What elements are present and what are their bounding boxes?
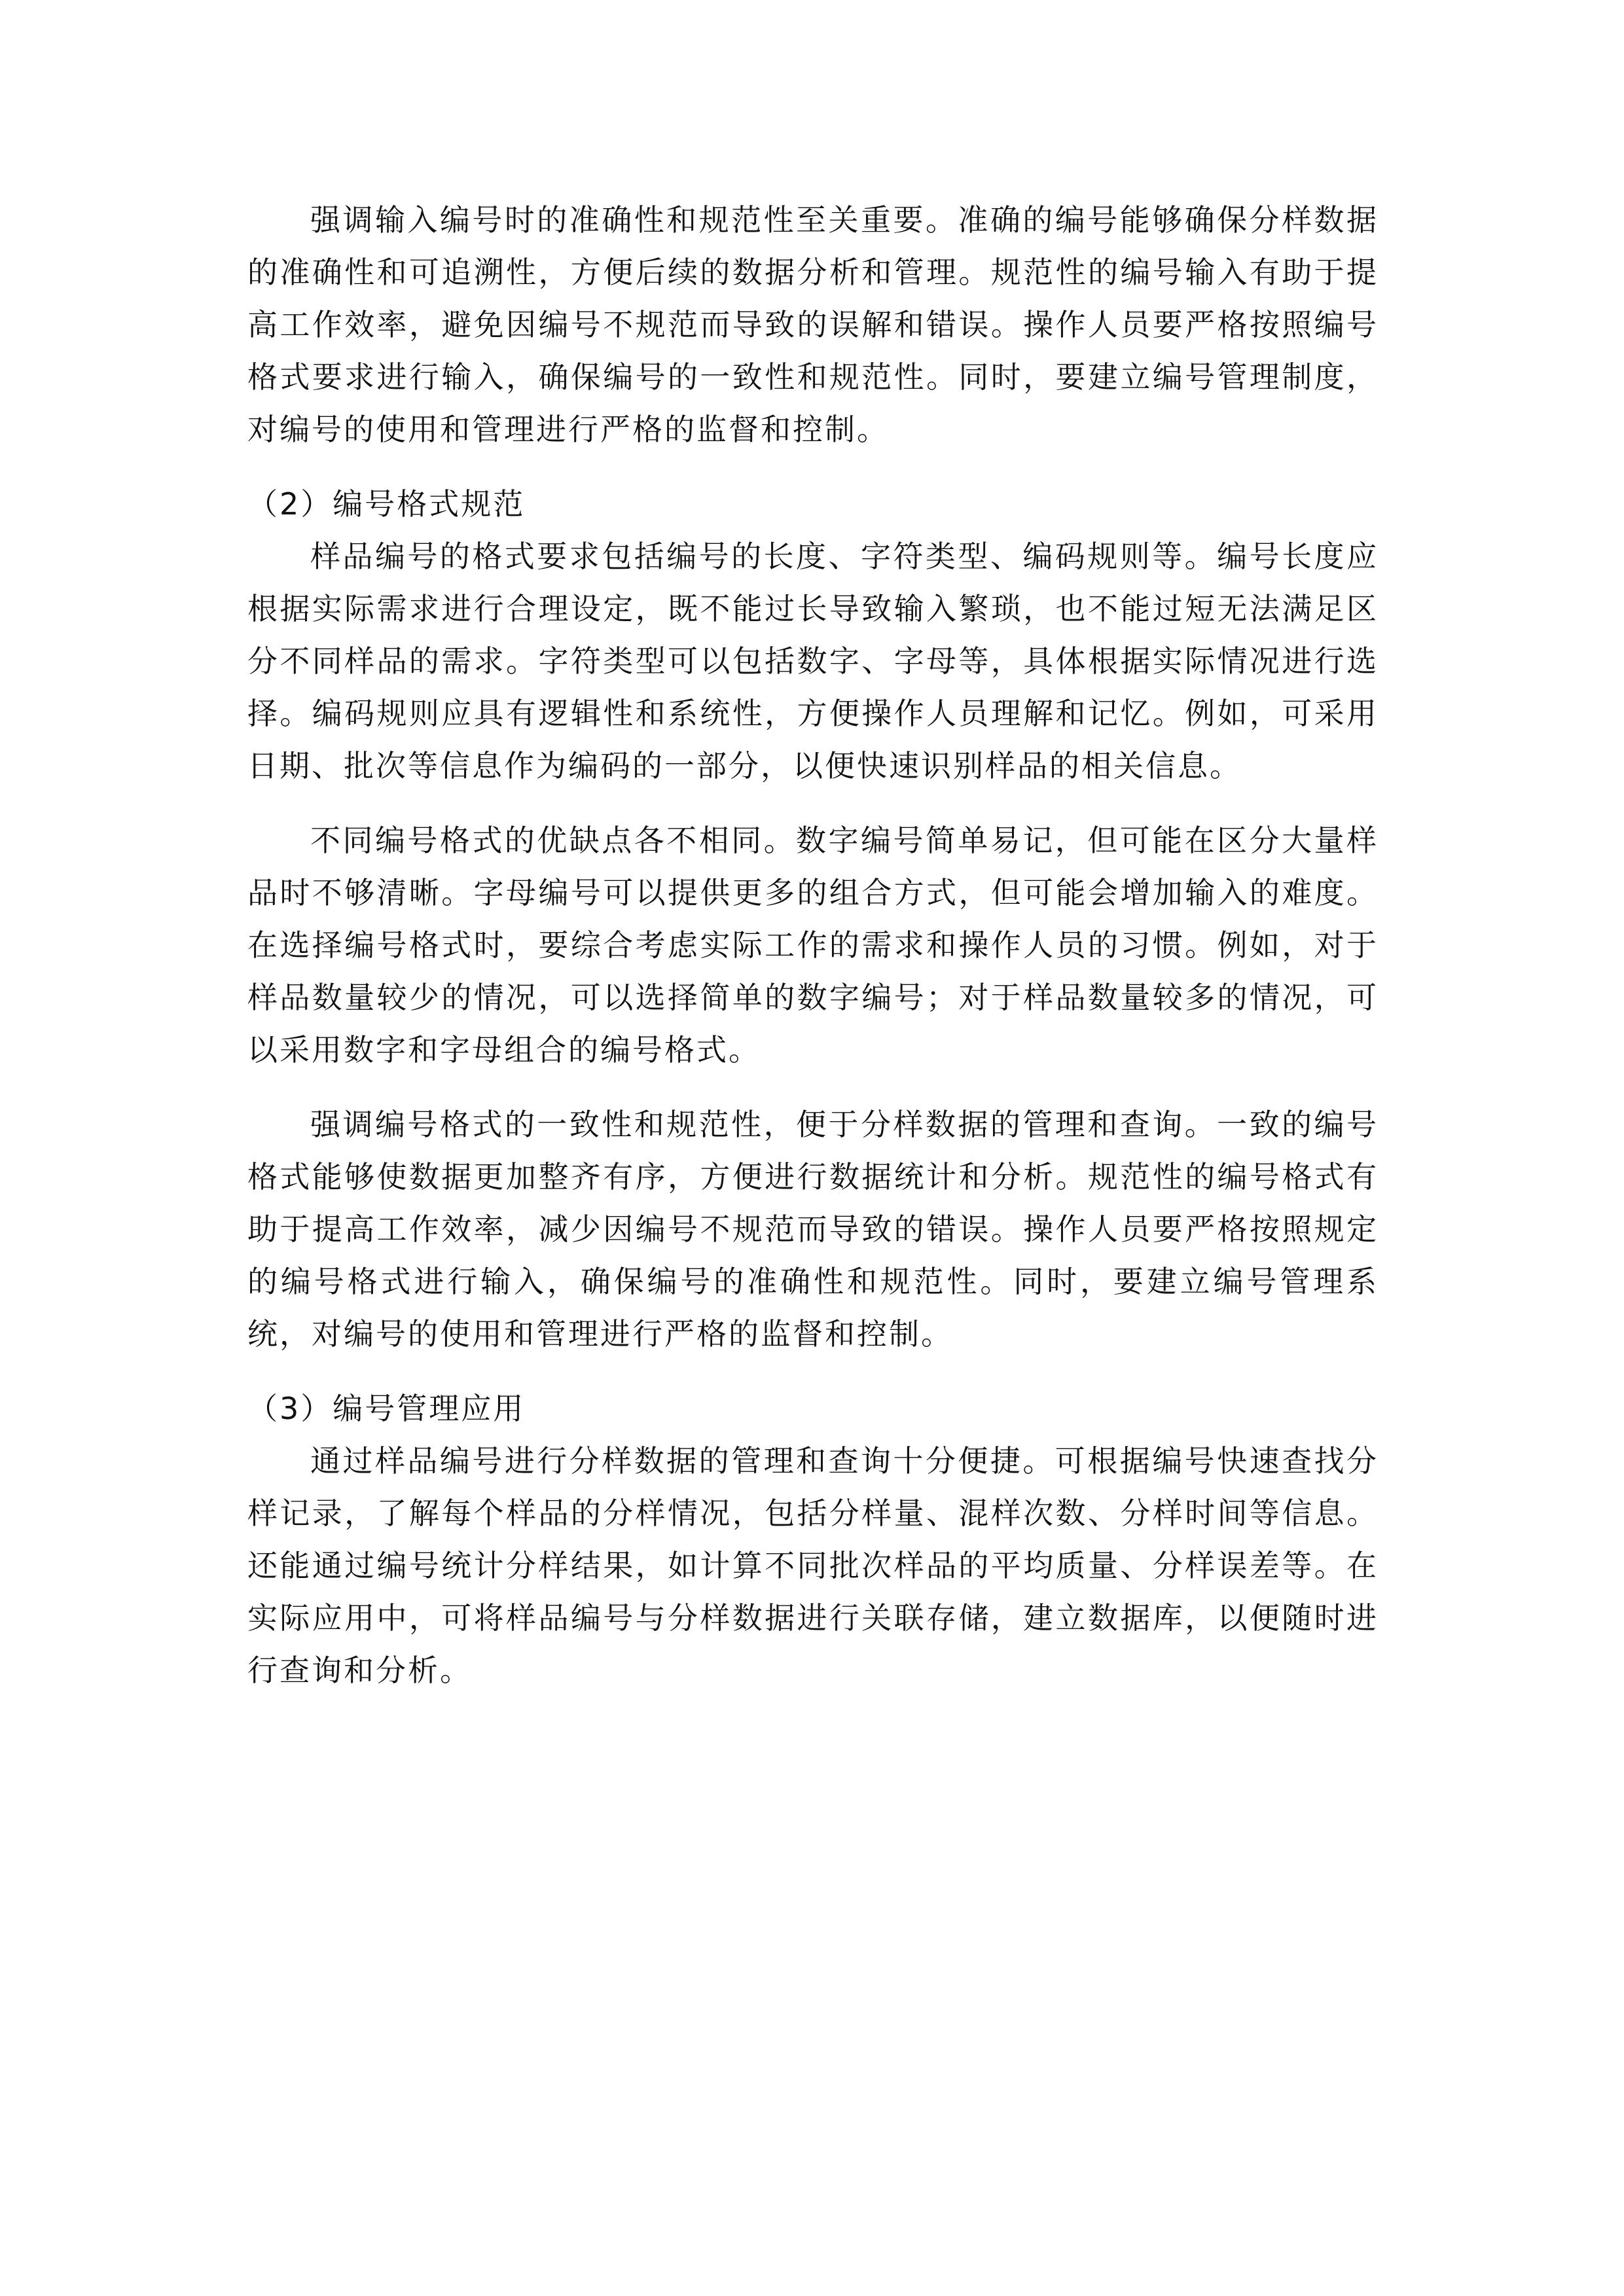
section-heading-format-spec: （2）编号格式规范 [247, 486, 526, 522]
paragraph-format-pros-cons: 不同编号格式的优缺点各不相同。数字编号简单易记，但可能在区分大量样品时不够清晰。字母编号可以提供更多的组合方式，但可能会增加输入的难度。在选择编号格式时，要综合考虑实际工作的需求和操作人员的习惯。例如，对于样品数量较少的情况，可以选择简单的数字编号；对于样品数量较多的情况，可以采用数字和字母组合的编号格式。 [247, 823, 1379, 1067]
paragraph-management-application: 通过样品编号进行分样数据的管理和查询十分便捷。可根据编号快速查找分样记录，了解每个样品的分样情况，包括分样量、混样次数、分样时间等信息。还能通过编号统计分样结果，如计算不同批次样品的平均质量、分样误差等。在实际应用中，可将样品编号与分样数据进行关联存储，建立数据库，以便随时进行查询和分析。 [247, 1443, 1379, 1688]
section-heading-management-application: （3）编号管理应用 [247, 1391, 526, 1426]
paragraph-format-consistency: 强调编号格式的一致性和规范性，便于分样数据的管理和查询。一致的编号格式能够使数据更加整齐有序，方便进行数据统计和分析。规范性的编号格式有助于提高工作效率，减少因编号不规范而导致的错误。操作人员要严格按照规定的编号格式进行输入，确保编号的准确性和规范性。同时，要建立编号管理系统，对编号的使用和管理进行严格的监督和控制。 [247, 1107, 1379, 1352]
paragraph-numbering-accuracy: 强调输入编号时的准确性和规范性至关重要。准确的编号能够确保分样数据的准确性和可追溯性，方便后续的数据分析和管理。规范性的编号输入有助于提高工作效率，避免因编号不规范而导致的误解和错误。操作人员要严格按照编号格式要求进行输入，确保编号的一致性和规范性。同时，要建立编号管理制度，对编号的使用和管理进行严格的监督和控制。 [247, 202, 1379, 447]
paragraph-format-requirements: 样品编号的格式要求包括编号的长度、字符类型、编码规则等。编号长度应根据实际需求进行合理设定，既不能过长导致输入繁琐，也不能过短无法满足区分不同样品的需求。字符类型可以包括数字、字母等，具体根据实际情况进行选择。编码规则应具有逻辑性和系统性，方便操作人员理解和记忆。例如，可采用日期、批次等信息作为编码的一部分，以便快速识别样品的相关信息。 [247, 539, 1379, 783]
document-body [247, 194, 1379, 1696]
